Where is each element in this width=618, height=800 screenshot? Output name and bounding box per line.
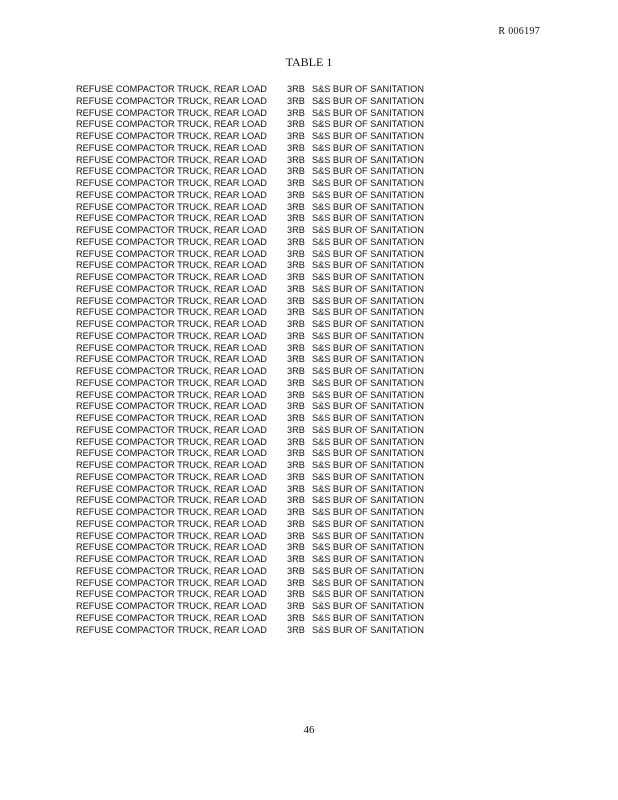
row-department: S&S BUR OF SANITATION	[312, 307, 424, 318]
row-department: S&S BUR OF SANITATION	[312, 142, 424, 153]
row-department: S&S BUR OF SANITATION	[312, 366, 424, 376]
row-code: 3RB	[287, 95, 305, 106]
row-description: REFUSE COMPACTOR TRUCK, REAR LOAD	[76, 213, 267, 224]
row-description: REFUSE COMPACTOR TRUCK, REAR LOAD	[76, 483, 267, 494]
row-code: 3RB	[287, 460, 305, 470]
row-description: REFUSE COMPACTOR TRUCK, REAR LOAD	[76, 518, 267, 529]
row-department: S&S BUR OF SANITATION	[312, 107, 424, 118]
row-code: 3RB	[287, 307, 305, 318]
row-description: REFUSE COMPACTOR TRUCK, REAR LOAD	[76, 401, 267, 412]
row-department: S&S BUR OF SANITATION	[312, 319, 424, 329]
row-department: S&S BUR OF SANITATION	[312, 389, 424, 400]
row-code: 3RB	[287, 354, 305, 365]
row-description: REFUSE COMPACTOR TRUCK, REAR LOAD	[76, 612, 267, 623]
row-code: 3RB	[287, 189, 305, 200]
table-row	[76, 213, 436, 225]
table-row	[76, 284, 436, 296]
table-row	[76, 143, 436, 155]
row-code: 3RB	[287, 483, 305, 494]
row-department: S&S BUR OF SANITATION	[312, 260, 424, 271]
row-description: REFUSE COMPACTOR TRUCK, REAR LOAD	[76, 189, 267, 200]
row-description: REFUSE COMPACTOR TRUCK, REAR LOAD	[76, 354, 267, 365]
row-code: 3RB	[287, 436, 305, 447]
row-department: S&S BUR OF SANITATION	[312, 436, 424, 447]
row-code: 3RB	[287, 577, 305, 588]
row-code: 3RB	[287, 213, 305, 224]
row-code: 3RB	[287, 507, 305, 517]
row-code: 3RB	[287, 471, 305, 482]
row-description: REFUSE COMPACTOR TRUCK, REAR LOAD	[76, 272, 267, 282]
table-row	[76, 96, 436, 108]
row-code: 3RB	[287, 225, 305, 235]
table-row	[76, 531, 436, 543]
table-row	[76, 178, 436, 190]
row-department: S&S BUR OF SANITATION	[312, 601, 424, 611]
row-description: REFUSE COMPACTOR TRUCK, REAR LOAD	[76, 248, 267, 259]
page-number: 46	[303, 724, 315, 736]
table-row	[76, 472, 436, 484]
row-code: 3RB	[287, 283, 305, 294]
row-description: REFUSE COMPACTOR TRUCK, REAR LOAD	[76, 307, 267, 318]
row-description: REFUSE COMPACTOR TRUCK, REAR LOAD	[76, 166, 267, 177]
row-department: S&S BUR OF SANITATION	[312, 189, 424, 200]
row-department: S&S BUR OF SANITATION	[312, 225, 424, 235]
row-department: S&S BUR OF SANITATION	[312, 565, 424, 576]
table-row	[76, 84, 436, 96]
row-department: S&S BUR OF SANITATION	[312, 448, 424, 459]
row-description: REFUSE COMPACTOR TRUCK, REAR LOAD	[76, 495, 267, 506]
table-row	[76, 202, 436, 214]
row-code: 3RB	[287, 131, 305, 141]
table-row	[76, 307, 436, 319]
table-row	[76, 378, 436, 390]
row-code: 3RB	[287, 166, 305, 177]
table-row	[76, 507, 436, 519]
row-department: S&S BUR OF SANITATION	[312, 424, 424, 435]
row-description: REFUSE COMPACTOR TRUCK, REAR LOAD	[76, 624, 267, 635]
row-description: REFUSE COMPACTOR TRUCK, REAR LOAD	[76, 554, 267, 564]
row-code: 3RB	[287, 495, 305, 506]
table-row	[76, 155, 436, 167]
row-department: S&S BUR OF SANITATION	[312, 589, 424, 600]
row-department: S&S BUR OF SANITATION	[312, 354, 424, 365]
row-department: S&S BUR OF SANITATION	[312, 95, 424, 106]
row-description: REFUSE COMPACTOR TRUCK, REAR LOAD	[76, 154, 267, 165]
row-code: 3RB	[287, 612, 305, 623]
row-department: S&S BUR OF SANITATION	[312, 295, 424, 306]
table-row	[76, 331, 436, 343]
table-row	[76, 495, 436, 507]
row-department: S&S BUR OF SANITATION	[312, 483, 424, 494]
table-row	[76, 390, 436, 402]
row-code: 3RB	[287, 554, 305, 564]
table-row	[76, 225, 436, 237]
row-description: REFUSE COMPACTOR TRUCK, REAR LOAD	[76, 342, 267, 353]
row-description: REFUSE COMPACTOR TRUCK, REAR LOAD	[76, 389, 267, 400]
table-row	[76, 589, 436, 601]
table-row	[76, 519, 436, 531]
row-department: S&S BUR OF SANITATION	[312, 624, 424, 635]
row-code: 3RB	[287, 589, 305, 600]
table-row	[76, 343, 436, 355]
row-code: 3RB	[287, 518, 305, 529]
row-description: REFUSE COMPACTOR TRUCK, REAR LOAD	[76, 436, 267, 447]
row-code: 3RB	[287, 154, 305, 165]
row-description: REFUSE COMPACTOR TRUCK, REAR LOAD	[76, 577, 267, 588]
row-code: 3RB	[287, 377, 305, 388]
table-row	[76, 237, 436, 249]
row-department: S&S BUR OF SANITATION	[312, 154, 424, 165]
row-code: 3RB	[287, 624, 305, 635]
row-department: S&S BUR OF SANITATION	[312, 401, 424, 412]
table-row	[76, 366, 436, 378]
table-row	[76, 437, 436, 449]
row-department: S&S BUR OF SANITATION	[312, 178, 424, 188]
row-department: S&S BUR OF SANITATION	[312, 495, 424, 506]
row-description: REFUSE COMPACTOR TRUCK, REAR LOAD	[76, 319, 267, 329]
row-department: S&S BUR OF SANITATION	[312, 413, 424, 423]
row-department: S&S BUR OF SANITATION	[312, 460, 424, 470]
table-row	[76, 554, 436, 566]
row-department: S&S BUR OF SANITATION	[312, 248, 424, 259]
row-code: 3RB	[287, 401, 305, 412]
row-description: REFUSE COMPACTOR TRUCK, REAR LOAD	[76, 178, 267, 188]
table-row	[76, 601, 436, 613]
row-code: 3RB	[287, 248, 305, 259]
row-department: S&S BUR OF SANITATION	[312, 236, 424, 247]
row-description: REFUSE COMPACTOR TRUCK, REAR LOAD	[76, 201, 267, 212]
row-description: REFUSE COMPACTOR TRUCK, REAR LOAD	[76, 225, 267, 235]
table-row	[76, 354, 436, 366]
row-department: S&S BUR OF SANITATION	[312, 84, 424, 94]
row-department: S&S BUR OF SANITATION	[312, 166, 424, 177]
table-row	[76, 542, 436, 554]
row-department: S&S BUR OF SANITATION	[312, 213, 424, 224]
row-department: S&S BUR OF SANITATION	[312, 530, 424, 541]
row-description: REFUSE COMPACTOR TRUCK, REAR LOAD	[76, 295, 267, 306]
row-description: REFUSE COMPACTOR TRUCK, REAR LOAD	[76, 448, 267, 459]
row-department: S&S BUR OF SANITATION	[312, 542, 424, 553]
table-row	[76, 413, 436, 425]
row-code: 3RB	[287, 342, 305, 353]
row-department: S&S BUR OF SANITATION	[312, 377, 424, 388]
row-code: 3RB	[287, 107, 305, 118]
table-title: TABLE 1	[285, 55, 333, 69]
row-description: REFUSE COMPACTOR TRUCK, REAR LOAD	[76, 542, 267, 553]
row-department: S&S BUR OF SANITATION	[312, 131, 424, 141]
table-row	[76, 249, 436, 261]
row-description: REFUSE COMPACTOR TRUCK, REAR LOAD	[76, 119, 267, 130]
row-department: S&S BUR OF SANITATION	[312, 272, 424, 282]
row-description: REFUSE COMPACTOR TRUCK, REAR LOAD	[76, 507, 267, 517]
row-code: 3RB	[287, 236, 305, 247]
table-row	[76, 166, 436, 178]
row-description: REFUSE COMPACTOR TRUCK, REAR LOAD	[76, 471, 267, 482]
table-row	[76, 296, 436, 308]
table-row	[76, 119, 436, 131]
row-description: REFUSE COMPACTOR TRUCK, REAR LOAD	[76, 283, 267, 294]
row-code: 3RB	[287, 319, 305, 329]
bates-number: R 006197	[498, 26, 540, 37]
row-code: 3RB	[287, 530, 305, 541]
row-code: 3RB	[287, 366, 305, 376]
table-row	[76, 272, 436, 284]
row-code: 3RB	[287, 413, 305, 423]
row-code: 3RB	[287, 84, 305, 94]
row-code: 3RB	[287, 330, 305, 341]
row-description: REFUSE COMPACTOR TRUCK, REAR LOAD	[76, 84, 267, 94]
row-code: 3RB	[287, 601, 305, 611]
row-description: REFUSE COMPACTOR TRUCK, REAR LOAD	[76, 460, 267, 470]
row-code: 3RB	[287, 295, 305, 306]
table-row	[76, 448, 436, 460]
row-department: S&S BUR OF SANITATION	[312, 507, 424, 517]
row-code: 3RB	[287, 178, 305, 188]
row-department: S&S BUR OF SANITATION	[312, 201, 424, 212]
row-department: S&S BUR OF SANITATION	[312, 577, 424, 588]
row-code: 3RB	[287, 119, 305, 130]
row-description: REFUSE COMPACTOR TRUCK, REAR LOAD	[76, 366, 267, 376]
row-description: REFUSE COMPACTOR TRUCK, REAR LOAD	[76, 413, 267, 423]
row-department: S&S BUR OF SANITATION	[312, 554, 424, 564]
row-description: REFUSE COMPACTOR TRUCK, REAR LOAD	[76, 260, 267, 271]
table-row	[76, 260, 436, 272]
row-description: REFUSE COMPACTOR TRUCK, REAR LOAD	[76, 236, 267, 247]
row-department: S&S BUR OF SANITATION	[312, 283, 424, 294]
row-description: REFUSE COMPACTOR TRUCK, REAR LOAD	[76, 107, 267, 118]
row-description: REFUSE COMPACTOR TRUCK, REAR LOAD	[76, 131, 267, 141]
table-row	[76, 566, 436, 578]
row-description: REFUSE COMPACTOR TRUCK, REAR LOAD	[76, 330, 267, 341]
table-rows	[76, 84, 436, 636]
table-row	[76, 460, 436, 472]
row-description: REFUSE COMPACTOR TRUCK, REAR LOAD	[76, 377, 267, 388]
table-row	[76, 613, 436, 625]
table-row	[76, 578, 436, 590]
table-row	[76, 401, 436, 413]
row-code: 3RB	[287, 565, 305, 576]
row-department: S&S BUR OF SANITATION	[312, 119, 424, 130]
table-row	[76, 484, 436, 496]
row-description: REFUSE COMPACTOR TRUCK, REAR LOAD	[76, 589, 267, 600]
table-row	[76, 131, 436, 143]
table-row	[76, 190, 436, 202]
row-code: 3RB	[287, 142, 305, 153]
table-row	[76, 108, 436, 120]
row-code: 3RB	[287, 448, 305, 459]
row-description: REFUSE COMPACTOR TRUCK, REAR LOAD	[76, 95, 267, 106]
row-code: 3RB	[287, 260, 305, 271]
row-department: S&S BUR OF SANITATION	[312, 330, 424, 341]
row-department: S&S BUR OF SANITATION	[312, 342, 424, 353]
row-code: 3RB	[287, 272, 305, 282]
row-description: REFUSE COMPACTOR TRUCK, REAR LOAD	[76, 530, 267, 541]
table-row	[76, 625, 436, 637]
row-department: S&S BUR OF SANITATION	[312, 612, 424, 623]
row-description: REFUSE COMPACTOR TRUCK, REAR LOAD	[76, 601, 267, 611]
row-code: 3RB	[287, 424, 305, 435]
table-row	[76, 425, 436, 437]
row-department: S&S BUR OF SANITATION	[312, 471, 424, 482]
row-department: S&S BUR OF SANITATION	[312, 518, 424, 529]
row-code: 3RB	[287, 201, 305, 212]
row-description: REFUSE COMPACTOR TRUCK, REAR LOAD	[76, 565, 267, 576]
row-code: 3RB	[287, 542, 305, 553]
row-description: REFUSE COMPACTOR TRUCK, REAR LOAD	[76, 424, 267, 435]
row-code: 3RB	[287, 389, 305, 400]
table-row	[76, 319, 436, 331]
row-description: REFUSE COMPACTOR TRUCK, REAR LOAD	[76, 142, 267, 153]
